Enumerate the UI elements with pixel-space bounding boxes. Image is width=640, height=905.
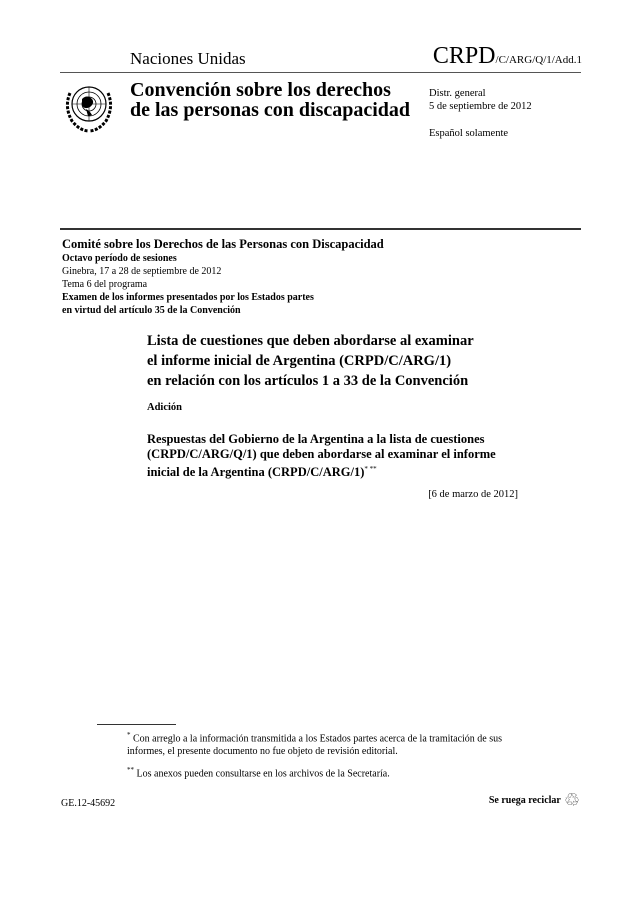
treaty-title-line2: de las personas con discapacidad bbox=[130, 99, 411, 121]
treaty-body-title bbox=[130, 80, 410, 120]
title-line1: Lista de cuestiones que deben abordarse al examinar bbox=[147, 333, 474, 349]
agenda-item: Tema 6 del programa bbox=[62, 279, 148, 290]
distribution-block bbox=[429, 87, 532, 113]
recycle-note bbox=[489, 790, 580, 811]
footnote-mark: ** bbox=[127, 766, 134, 775]
title-line3: en relación con los artículos 1 a 33 de la Convención bbox=[147, 373, 469, 389]
symbol-rest: /C/ARG/Q/1/Add.1 bbox=[495, 54, 582, 66]
footnote-rule bbox=[97, 724, 176, 725]
response-line3: inicial de la Argentina (CRPD/C/ARG/1) bbox=[147, 465, 365, 480]
title-line2: el informe inicial de Argentina (CRPD/C/ARG/1) bbox=[147, 353, 452, 369]
recycle-text: Se ruega reciclar bbox=[488, 795, 561, 806]
treaty-title-line1: Convención sobre los derechos bbox=[130, 79, 391, 101]
agenda-title-line1: Examen de los informes presentados por los Estados partes bbox=[62, 292, 314, 303]
footnotes bbox=[127, 729, 527, 787]
response-line1: Respuestas del Gobierno de la Argentina a la lista de cuestiones bbox=[147, 432, 485, 446]
footnote bbox=[127, 729, 527, 758]
session: Octavo período de sesiones bbox=[62, 253, 177, 264]
footnote-text: Los anexos pueden consultarse en los archivos de la Secretaría. bbox=[136, 768, 390, 780]
symbol-main: CRPD bbox=[432, 43, 496, 69]
place-dates: Ginebra, 17 a 28 de septiembre de 2012 bbox=[62, 266, 222, 277]
footnote-text: Con arreglo a la información transmitida a los Estados partes acerca de la tramitación de sus informes, el presente documento no fue objeto de revisión editorial. bbox=[127, 733, 503, 758]
document-title bbox=[147, 331, 474, 391]
organization-name: Naciones Unidas bbox=[130, 49, 246, 68]
footnote bbox=[127, 764, 527, 780]
committee-name: Comité sobre los Derechos de las Personas con Discapacidad bbox=[62, 237, 384, 251]
committee-block bbox=[62, 237, 384, 317]
addendum-label: Adición bbox=[147, 402, 183, 413]
un-emblem-icon bbox=[62, 79, 116, 133]
job-number: GE.12-45692 bbox=[61, 798, 116, 809]
response-line2: (CRPD/C/ARG/Q/1) que deben abordarse al examinar el informe bbox=[147, 447, 496, 461]
footnote-marks[interactable]: * ** bbox=[364, 465, 377, 473]
header-rule bbox=[60, 72, 581, 73]
recycle-icon: ♲ bbox=[563, 790, 580, 810]
language-note: Español solamente bbox=[429, 128, 509, 139]
issue-date: 5 de septiembre de 2012 bbox=[429, 101, 532, 112]
footnote-mark: * bbox=[127, 731, 131, 739]
response-date: [6 de marzo de 2012] bbox=[428, 489, 518, 500]
document-symbol bbox=[433, 43, 582, 70]
response-title bbox=[147, 432, 496, 480]
distribution: Distr. general bbox=[429, 88, 486, 99]
section-rule bbox=[60, 228, 581, 230]
agenda-title-line2: en virtud del artículo 35 de la Convención bbox=[62, 305, 241, 316]
